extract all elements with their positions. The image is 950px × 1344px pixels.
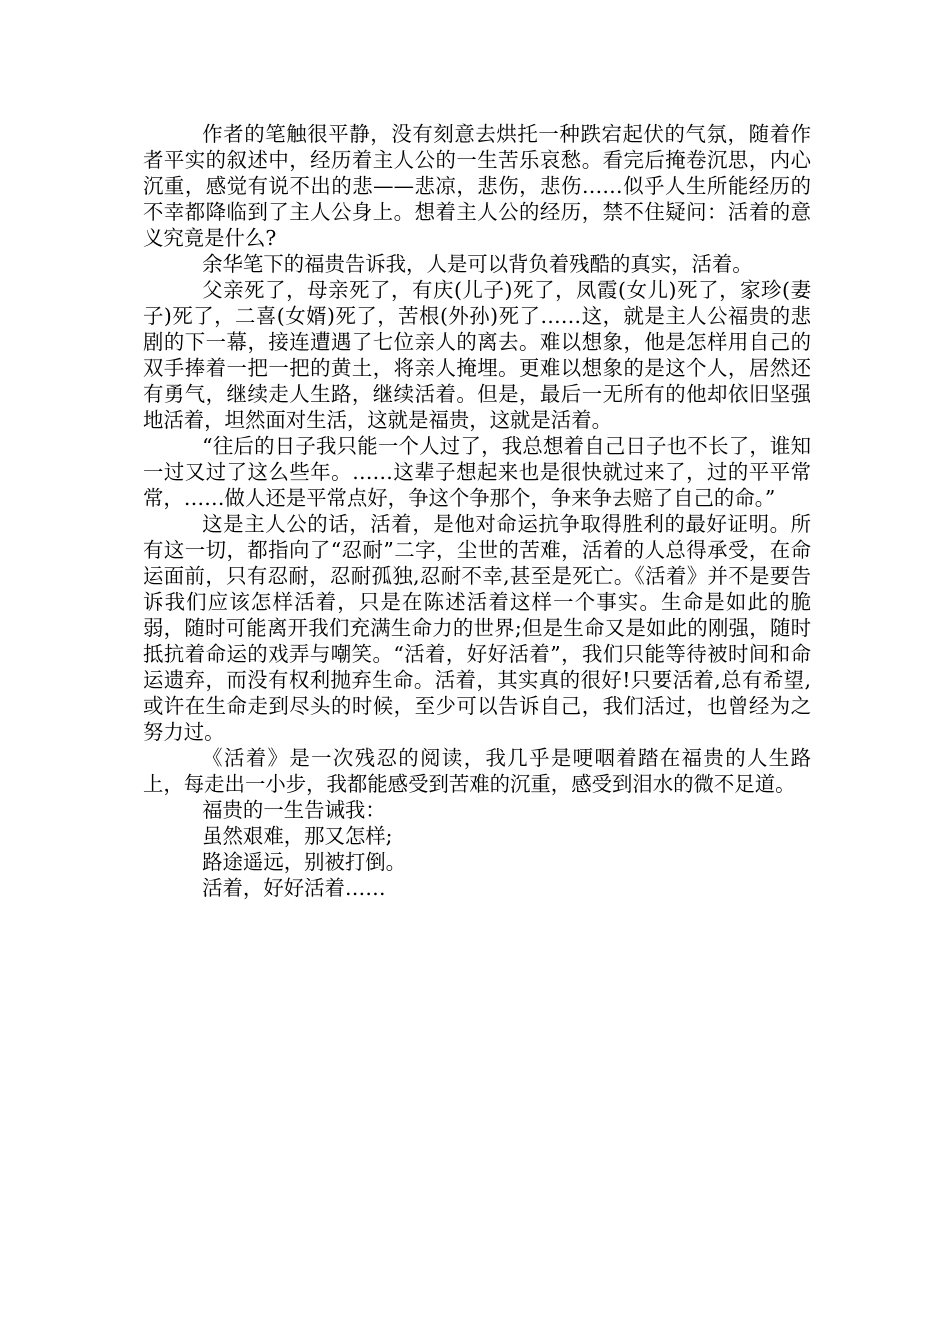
paragraph-3: 父亲死了，母亲死了，有庆(儿子)死了，凤霞(女儿)死了，家珍(妻子)死了，二喜(女婿)死了，苦根(外孙)死了……这，就是主人公福贵的悲剧的下一幕，接连遭遇了七位亲人的离去。难以想象，他是怎样用自己的双手捧着一把一把的黄土，将亲人掩埋。更难以想象的是这个人，居然还有勇气，继续走人生路，继续活着。但是，最后一无所有的他却依旧坚强地活着，坦然面对生活，这就是福贵，这就是活着。 (143, 278, 811, 432)
paragraph-1: 作者的笔触很平静，没有刻意去烘托一种跌宕起伏的气氛，随着作者平实的叙述中，经历着主人公的一生苦乐哀愁。看完后掩卷沉思，内心沉重，感觉有说不出的悲——悲凉，悲伤，悲伤……似乎人生所能经历的不幸都降临到了主人公身上。想着主人公的经历，禁不住疑问：活着的意义究竟是什么? (143, 122, 811, 250)
paragraph-6: 《活着》是一次残忍的阅读，我几乎是哽咽着踏在福贵的人生路上，每走出一小步，我都能感受到苦难的沉重，感受到泪水的微不足道。 (143, 746, 811, 796)
paragraph-8: 虽然艰难，那又怎样; (202, 824, 393, 848)
paragraph-5: 这是主人公的话，活着，是他对命运抗争取得胜利的最好证明。所有这一切，都指向了“忍耐”二字，尘世的苦难，活着的人总得承受，在命运面前，只有忍耐，忍耐孤独,忍耐不幸,甚至是死亡。《活着》并不是要告诉我们应该怎样活着，只是在陈述活着这样一个事实。生命是如此的脆弱，随时可能离开我们充满生命力的世界;但是生命又是如此的刚强，随时抵抗着命运的戏弄与嘲笑。“活着，好好活着”，我们只能等待被时间和命运遗弃，而没有权利抛弃生命。活着，其实真的很好!只要活着,总有希望,或许在生命走到尽头的时候，至少可以告诉自己，我们活过，也曾经为之努力过。 (143, 512, 811, 744)
paragraph-9: 路途遥远，别被打倒。 (202, 850, 407, 874)
paragraph-2: 余华笔下的福贵告诉我，人是可以背负着残酷的真实，活着。 (202, 252, 753, 276)
paragraph-10: 活着，好好活着…… (202, 876, 386, 900)
essay-body (143, 121, 811, 901)
paragraph-4-quote: “往后的日子我只能一个人过了，我总想着自己日子也不长了，谁知一过又过了这么些年。……这辈子想起来也是很快就过来了，过的平平常常，……做人还是平常点好，争这个争那个，争来争去赔了自己的命。” (143, 434, 811, 510)
paragraph-7: 福贵的一生告诫我： (202, 798, 386, 822)
